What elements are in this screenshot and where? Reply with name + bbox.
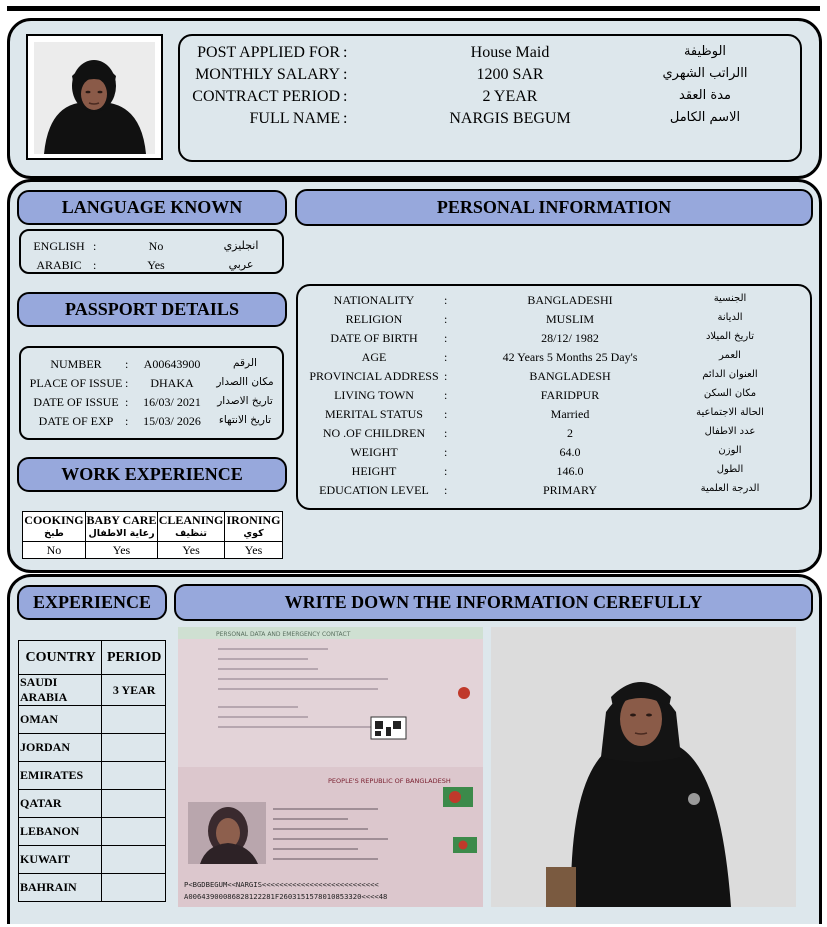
summary-arabic: الوظيفة <box>683 44 727 59</box>
passport-colon: : <box>125 357 129 371</box>
summary-row <box>180 88 804 110</box>
personal-title: PERSONAL INFORMATION <box>295 189 813 226</box>
scan-mrz-line-1: P<BGDBEGUM<<NARGIS<<<<<<<<<<<<<<<<<<<<<<<<<<< <box>184 880 379 889</box>
summary-colon: : <box>343 110 348 127</box>
work-header-ironing: IRONING كوي <box>225 512 283 542</box>
summary-value: House Maid <box>470 44 550 61</box>
period-cell: 3 YEAR <box>102 675 166 706</box>
table-row <box>19 675 166 706</box>
scan-mrz-line-2: A00643900086828122281F2603151578010853320<<<<48 <box>184 892 388 901</box>
summary-row <box>180 66 804 88</box>
language-colon: : <box>93 239 97 253</box>
country-cell: EMIRATES <box>19 762 102 790</box>
personal-label: PROVINCIAL ADDRESS <box>309 369 439 383</box>
personal-colon: : <box>444 445 448 459</box>
country-header: COUNTRY <box>19 641 102 675</box>
personal-arabic: الديانة <box>717 312 743 323</box>
personal-row <box>298 445 810 464</box>
passport-arabic: الرقم <box>233 357 257 369</box>
table-row <box>19 818 166 846</box>
personal-row <box>298 293 810 312</box>
personal-arabic: الجنسية <box>713 293 747 304</box>
personal-row <box>298 483 810 502</box>
work-value: Yes <box>158 542 225 559</box>
personal-label: NO .OF CHILDREN <box>322 426 426 440</box>
summary-label: MONTHLY SALARY <box>195 66 340 83</box>
passport-arabic: مكان االصدار <box>216 376 274 388</box>
work-title: WORK EXPERIENCE <box>17 457 287 492</box>
passport-box <box>19 346 284 440</box>
period-cell <box>102 706 166 734</box>
language-label: ARABIC <box>36 258 82 272</box>
table-row <box>19 762 166 790</box>
language-label: ENGLISH <box>33 239 85 253</box>
personal-arabic: عدد الاطفال <box>704 426 756 437</box>
passport-label: PLACE OF ISSUE <box>29 376 123 390</box>
personal-colon: : <box>444 312 448 326</box>
passport-value: 16/03/ 2021 <box>143 395 201 409</box>
country-cell: BAHRAIN <box>19 874 102 902</box>
passport-value: A00643900 <box>143 357 201 371</box>
personal-value: 64.0 <box>559 445 581 459</box>
language-row <box>21 239 283 257</box>
personal-colon: : <box>444 331 448 345</box>
personal-value: 2 <box>567 426 573 440</box>
personal-arabic: مكان السكن <box>703 388 757 399</box>
personal-value: PRIMARY <box>542 483 598 497</box>
work-header-cleaning: CLEANING تنظيف <box>158 512 225 542</box>
work-header-baby-care: BABY CARE رعاية الاطفال <box>85 512 157 542</box>
personal-label: LIVING TOWN <box>334 388 414 402</box>
personal-label: EDUCATION LEVEL <box>319 483 429 497</box>
language-arabic: انجليزي <box>223 239 259 252</box>
summary-colon: : <box>343 44 348 61</box>
personal-label: DATE OF BIRTH <box>330 331 418 345</box>
language-row <box>21 258 283 276</box>
personal-colon: : <box>444 464 448 478</box>
personal-value: BANGLADESHI <box>527 293 613 307</box>
period-cell <box>102 734 166 762</box>
table-row <box>19 706 166 734</box>
language-value: No <box>148 239 164 253</box>
summary-value: NARGIS BEGUM <box>449 110 571 127</box>
personal-arabic: الوزن <box>718 445 742 456</box>
candidate-photo <box>34 42 155 154</box>
passport-label: DATE OF EXP <box>38 414 114 428</box>
passport-colon: : <box>125 395 129 409</box>
language-box <box>19 229 284 274</box>
period-cell <box>102 818 166 846</box>
personal-row <box>298 331 810 350</box>
passport-label: DATE OF ISSUE <box>33 395 119 409</box>
personal-label: MERITAL STATUS <box>325 407 423 421</box>
period-cell <box>102 874 166 902</box>
personal-value: 42 Years 5 Months 25 Day's <box>502 350 638 364</box>
passport-value: DHAKA <box>150 376 194 390</box>
personal-colon: : <box>444 407 448 421</box>
country-cell: JORDAN <box>19 734 102 762</box>
country-cell: SAUDI ARABIA <box>19 675 102 706</box>
period-cell <box>102 790 166 818</box>
summary-colon: : <box>343 66 348 83</box>
passport-label: NUMBER <box>50 357 102 371</box>
personal-box <box>296 284 812 510</box>
personal-arabic: العمر <box>719 350 741 361</box>
summary-label: CONTRACT PERIOD <box>192 88 340 105</box>
personal-label: AGE <box>361 350 387 364</box>
personal-row <box>298 464 810 483</box>
passport-scan-image <box>178 627 483 907</box>
scan-republic-text: PEOPLE'S REPUBLIC OF BANGLADESH <box>328 777 451 785</box>
country-cell: QATAR <box>19 790 102 818</box>
work-header-cooking: COOKING طبخ <box>23 512 86 542</box>
personal-value: MUSLIM <box>545 312 594 326</box>
personal-colon: : <box>444 388 448 402</box>
passport-row <box>21 395 283 413</box>
work-value: Yes <box>225 542 283 559</box>
personal-colon: : <box>444 369 448 383</box>
summary-arabic: االراتب الشهري <box>662 66 748 81</box>
summary-arabic: مدة العقد <box>679 88 731 103</box>
country-experience-table <box>18 640 166 902</box>
personal-value: 146.0 <box>556 464 584 478</box>
personal-label: WEIGHT <box>350 445 398 459</box>
personal-arabic: الحالة الاجتماعية <box>696 407 764 418</box>
summary-value: 1200 SAR <box>476 66 544 83</box>
table-row <box>19 734 166 762</box>
personal-arabic: الدرجة العلمية <box>700 483 760 494</box>
personal-row <box>298 407 810 426</box>
personal-colon: : <box>444 350 448 364</box>
personal-value: 28/12/ 1982 <box>541 331 599 345</box>
summary-row <box>180 44 804 66</box>
personal-arabic: تاريخ الميلاد <box>705 331 755 342</box>
language-value: Yes <box>147 258 165 272</box>
personal-arabic: العنوان الدائم <box>702 369 758 380</box>
full-body-photo <box>491 627 796 907</box>
summary-arabic: الاسم الكامل <box>669 110 741 125</box>
personal-label: NATIONALITY <box>333 293 415 307</box>
personal-row <box>298 350 810 369</box>
passport-colon: : <box>125 376 129 390</box>
period-cell <box>102 846 166 874</box>
summary-value: 2 YEAR <box>482 88 538 105</box>
passport-row <box>21 357 283 375</box>
passport-colon: : <box>125 414 129 428</box>
country-cell: OMAN <box>19 706 102 734</box>
language-arabic: عربي <box>228 258 254 271</box>
passport-row <box>21 414 283 432</box>
personal-label: RELIGION <box>345 312 403 326</box>
summary-label: FULL NAME <box>249 110 340 127</box>
candidate-photo-frame <box>26 34 163 160</box>
personal-colon: : <box>444 426 448 440</box>
personal-row <box>298 426 810 445</box>
passport-arabic: تاريخ الانتهاء <box>218 414 272 426</box>
language-title: LANGUAGE KNOWN <box>17 190 287 225</box>
personal-colon: : <box>444 483 448 497</box>
job-summary-box <box>178 34 802 162</box>
country-cell: LEBANON <box>19 818 102 846</box>
summary-colon: : <box>343 88 348 105</box>
personal-value: FARIDPUR <box>540 388 600 402</box>
country-cell: KUWAIT <box>19 846 102 874</box>
language-colon: : <box>93 258 97 272</box>
personal-row <box>298 369 810 388</box>
scan-header-text: PERSONAL DATA AND EMERGENCY CONTACT <box>216 631 351 638</box>
experience-title: EXPERIENCE <box>17 585 167 620</box>
personal-row <box>298 312 810 331</box>
period-cell <box>102 762 166 790</box>
work-experience-table <box>22 511 283 559</box>
work-value: Yes <box>85 542 157 559</box>
passport-title: PASSPORT DETAILS <box>17 292 287 327</box>
table-row <box>19 874 166 902</box>
table-row <box>19 790 166 818</box>
personal-label: HEIGHT <box>351 464 397 478</box>
personal-arabic: الطول <box>716 464 744 475</box>
personal-colon: : <box>444 293 448 307</box>
instruction-banner: WRITE DOWN THE INFORMATION CEREFULLY <box>174 584 813 621</box>
summary-row <box>180 110 804 132</box>
personal-row <box>298 388 810 407</box>
passport-value: 15/03/ 2026 <box>143 414 201 428</box>
table-row <box>19 846 166 874</box>
work-value: No <box>23 542 86 559</box>
summary-label: POST APPLIED FOR <box>197 44 340 61</box>
passport-arabic: تاريخ الاصدار <box>217 395 273 407</box>
period-header: PERIOD <box>102 641 166 675</box>
personal-value: BANGLADESH <box>529 369 611 383</box>
top-rule <box>7 6 820 11</box>
passport-row <box>21 376 283 394</box>
personal-value: Married <box>550 407 590 421</box>
